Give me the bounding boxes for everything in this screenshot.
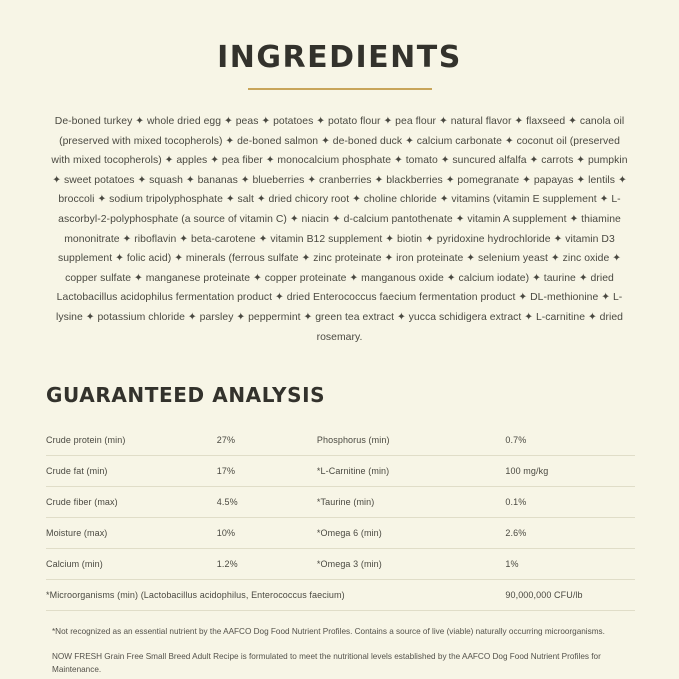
- table-row: [46, 456, 635, 487]
- nutrient-value: 1.2%: [217, 549, 317, 580]
- nutrient-value: 0.1%: [505, 487, 635, 518]
- guaranteed-analysis-section: [44, 383, 635, 676]
- footnotes: [46, 625, 635, 676]
- nutrient-value: 2.6%: [505, 518, 635, 549]
- table-row-microorganisms: [46, 580, 635, 611]
- table-row: [46, 549, 635, 580]
- footnote-aafco: NOW FRESH Grain Free Small Breed Adult Recipe is formulated to meet the nutritional levels established by the AAFCO Dog Food Nutrient Profiles for Maintenance.: [52, 652, 601, 675]
- ingredients-text: De-boned turkey ✦ whole dried egg ✦ peas ✦ potatoes ✦ potato flour ✦ pea flour ✦ natural flavor ✦ flaxseed ✦ canola oil (preserved with mixed tocopherols) ✦ de-boned salmon ✦ de-boned duck ✦ calcium carbonate ✦ coconut oil (preserved with mixed tocopherols) ✦ apples ✦ pea fiber ✦ monocalcium phosphate ✦ tomato ✦ suncured alfalfa ✦ carrots ✦ pumpkin ✦ sweet potatoes ✦ squash ✦ bananas ✦ blueberries ✦ cranberries ✦ blackberries ✦ pomegranate ✦ papayas ✦ lentils ✦ broccoli ✦ sodium tripolyphosphate ✦ salt ✦ dried chicory root ✦ choline chloride ✦ vitamins (vitamin E supplement ✦ L-ascorbyl-2-polyphosphate (a source of vitamin C) ✦ niacin ✦ d-calcium pantothenate ✦ vitamin A supplement ✦ thiamine mononitrate ✦ riboflavin ✦ beta-carotene ✦ vitamin B12 supplement ✦ biotin ✦ pyridoxine hydrochloride ✦ vitamin D3 supplement ✦ folic acid) ✦ minerals (ferrous sulfate ✦ zinc proteinate ✦ iron proteinate ✦ selenium yeast ✦ zinc oxide ✦ copper sulfate ✦ manganese proteinate ✦ copper proteinate ✦ manganous oxide ✦ calcium iodate) ✦ taurine ✦ dried Lactobacillus acidophilus fermentation product ✦ dried Enterococcus faecium fermentation product ✦ DL-methionine ✦ L-lysine ✦ potassium chloride ✦ parsley ✦ peppermint ✦ green tea extract ✦ yucca schidigera extract ✦ L-carnitine ✦ dried rosemary.: [51, 116, 628, 343]
- nutrient-value: 10%: [217, 518, 317, 549]
- nutrient-label: Calcium (min): [46, 549, 217, 580]
- guaranteed-analysis-heading: GUARANTEED ANALYSIS: [46, 383, 326, 408]
- nutrient-label: Crude fat (min): [46, 456, 217, 487]
- microorganisms-value: 90,000,000 CFU/lb: [505, 580, 635, 611]
- title-block: [44, 40, 635, 90]
- footnote-asterisk: *Not recognized as an essential nutrient by the AAFCO Dog Food Nutrient Profiles. Contains a source of live (viable) naturally occurring microorganisms.: [52, 627, 605, 637]
- table-row: [46, 425, 635, 456]
- page-title: INGREDIENTS: [217, 40, 462, 75]
- nutrient-label: *Omega 3 (min): [317, 549, 505, 580]
- table-row: [46, 487, 635, 518]
- nutrient-label: Crude fiber (max): [46, 487, 217, 518]
- nutrient-value: 4.5%: [217, 487, 317, 518]
- table-row: [46, 518, 635, 549]
- nutrient-label: Phosphorus (min): [317, 425, 505, 456]
- nutrient-value: 0.7%: [505, 425, 635, 456]
- guaranteed-analysis-table: [46, 425, 635, 611]
- nutrient-label: Crude protein (min): [46, 425, 217, 456]
- nutrient-value: 1%: [505, 549, 635, 580]
- microorganisms-label: *Microorganisms (min) (Lactobacillus acidophilus, Enterococcus faecium): [46, 580, 505, 611]
- title-divider: [248, 88, 432, 90]
- nutrient-label: *Omega 6 (min): [317, 518, 505, 549]
- nutrient-value: 100 mg/kg: [505, 456, 635, 487]
- nutrient-value: 17%: [217, 456, 317, 487]
- nutrient-label: *L-Carnitine (min): [317, 456, 505, 487]
- nutrient-label: *Taurine (min): [317, 487, 505, 518]
- nutrient-value: 27%: [217, 425, 317, 456]
- nutrient-label: Moisture (max): [46, 518, 217, 549]
